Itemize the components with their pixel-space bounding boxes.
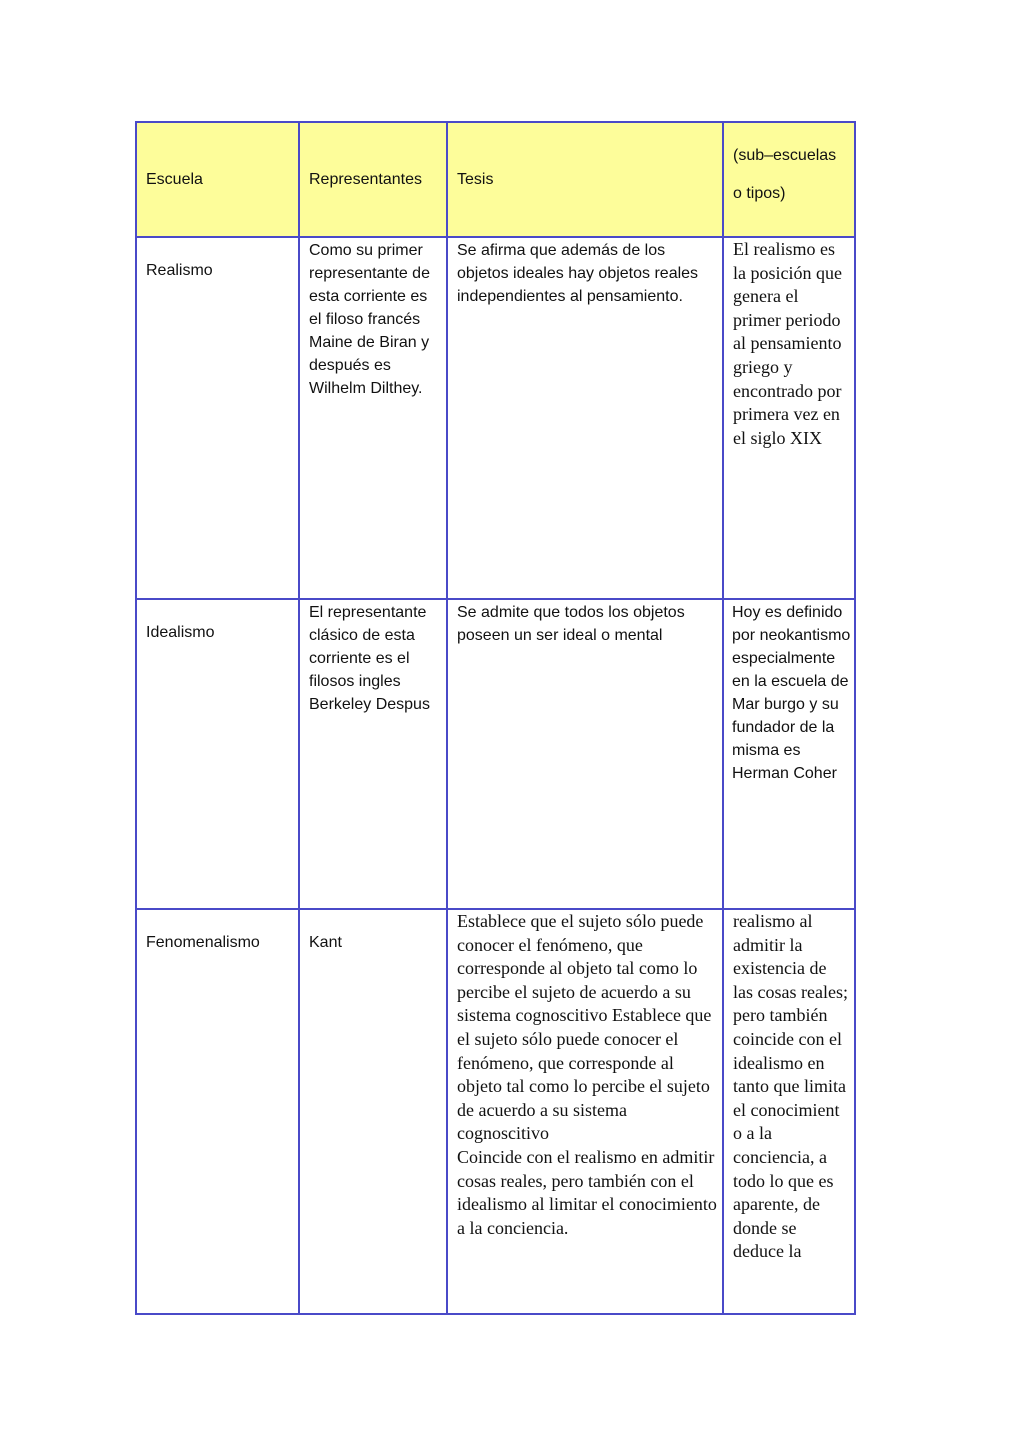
header-tesis: Tesis — [447, 122, 723, 237]
cell-representantes: El representante clásico de esta corriente es el filosos ingles Berkeley Despus — [299, 599, 447, 909]
cell-sub: Hoy es definido por neokantismo especialmente en la escuela de Mar burgo y su fundador de la misma es Herman Coher — [723, 599, 855, 909]
cell-representantes: Como su primer representante de esta corriente es el filoso francés Maine de Biran y después es Wilhelm Dilthey. — [299, 237, 447, 599]
header-representantes: Representantes — [299, 122, 447, 237]
cell-sub: realismo al admitir la existencia de las cosas reales; pero también coincide con el idealismo en tanto que limita el conocimient o a la conciencia, a todo lo que es aparente, de donde se deduce la — [723, 909, 855, 1314]
cell-representantes: Kant — [299, 909, 447, 1314]
table-row — [136, 599, 855, 909]
header-sub-line2: o tipos) — [733, 185, 786, 202]
header-sub-escuelas — [723, 122, 855, 237]
table-row — [136, 237, 855, 599]
cell-escuela: Realismo — [136, 237, 299, 599]
tesis-paragraph-2: Coincide con el realismo en admitir cosas reales, pero también con el idealismo al limitar el conocimiento a la conciencia. — [457, 1146, 717, 1238]
schools-table — [135, 121, 856, 1315]
cell-escuela: Idealismo — [136, 599, 299, 909]
table-header-row — [136, 122, 855, 237]
cell-escuela: Fenomenalismo — [136, 909, 299, 1314]
cell-tesis: Se admite que todos los objetos poseen un ser ideal o mental — [447, 599, 723, 909]
tesis-paragraph-1: Establece que el sujeto sólo puede conocer el fenómeno, que corresponde al objeto tal como lo percibe el sujeto de acuerdo a su sistema cognoscitivo Establece que el sujeto sólo puede conocer el fenómeno, que corresponde al objeto tal como lo percibe el sujeto de acuerdo a su sistema cognoscitivo — [457, 911, 712, 1144]
cell-tesis — [447, 909, 723, 1314]
cell-tesis: Se afirma que además de los objetos ideales hay objetos reales independientes al pensamiento. — [447, 237, 723, 599]
header-escuela: Escuela — [136, 122, 299, 237]
header-sub-line1: (sub–escuelas — [733, 147, 837, 164]
table-row — [136, 909, 855, 1314]
cell-sub: El realismo es la posición que genera el primer periodo al pensamiento griego y encontrado por primera vez en el siglo XIX — [723, 237, 855, 599]
